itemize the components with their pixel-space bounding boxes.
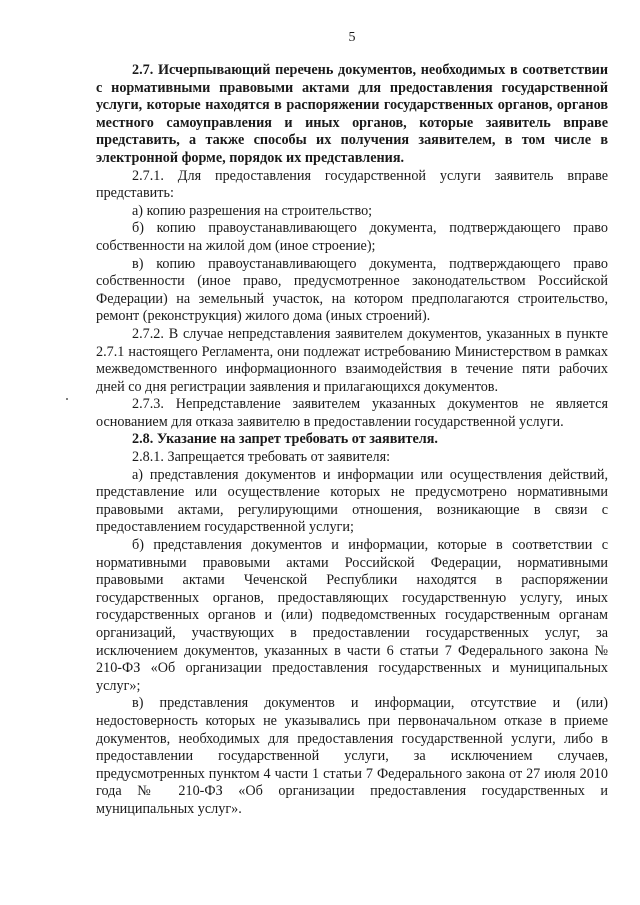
- list-item-b: б) копию правоустанавливающего документа, подтверждающего право собственности на жилой дом (иное строение);: [96, 220, 608, 254]
- document-page: [96, 0, 608, 905]
- paragraph-2-8-1: 2.8.1. Запрещается требовать от заявителя:: [132, 449, 391, 466]
- document-body: [96, 62, 608, 819]
- paragraph-2-7-2: 2.7.2. В случае непредставления заявителем документов, указанных в пункте 2.7.1 настоящего Регламента, они подлежат истребованию Министерством в рамках межведомственного информационного взаимодействия в течение пяти рабочих дней со дня регистрации заявления и прилагающихся документов.: [96, 325, 608, 395]
- list-item-a: а) копию разрешения на строительство;: [132, 202, 373, 219]
- paragraph-2-7-3: 2.7.3. Непредставление заявителем указанных документов не является основанием для отказа заявителю в предоставлении государственной услуги.: [96, 396, 608, 430]
- list-item-v: в) копию правоустанавливающего документа, подтверждающего право собственности (иное право, предусмотренное законодательством Российской Федерации) на земельный участок, на котором предполагаются строительство, ремонт (реконструкция) жилого дома (иных строений).: [96, 255, 608, 325]
- prohibition-item-a: а) представления документов и информации или осуществления действий, представление или осуществление которых не предусмотрено нормативными правовыми актами, регулирующими отношения, возникающие в связи с предоставлением государственной услуги;: [96, 466, 608, 536]
- section-heading-2-7: 2.7. Исчерпывающий перечень документов, необходимых в соответствии с нормативными правовыми актами для предоставления государственной услуги, которые находятся в распоряжении государственных органов, органов местного самоуправления и иных органов, которые заявитель вправе представить, а также способы их получения заявителем, в том числе в электронной форме, порядок их представления.: [96, 62, 608, 166]
- prohibition-item-v: в) представления документов и информации, отсутствие и (или) недостоверность которых не указывались при первоначальном отказе в приеме документов, необходимых для предоставления государственной услуги, либо в предоставлении государственной услуги, за исключением случаев, предусмотренных пунктом 4 части 1 статьи 7 Федерального закона от 27 июля 2010 года № 210-ФЗ «Об организации предоставления государственных и муниципальных услуг».: [96, 695, 608, 817]
- scan-margin-mark: [66, 398, 68, 400]
- page-number: 5: [348, 30, 356, 45]
- section-heading-2-8: 2.8. Указание на запрет требовать от заявителя.: [132, 431, 438, 448]
- prohibition-item-b: б) представления документов и информации, которые в соответствии с нормативными правовыми актами Российской Федерации, нормативными правовыми актами Чеченской Республики находятся в распоряжении государственных органов, предоставляющих государственную услугу, иных государственных органов и (или) подведомственных государственным органам организаций, участвующих в предоставлении государственных услуг, за исключением документов, указанных в части 6 статьи 7 Федерального закона № 210-ФЗ «Об организации предоставления государственных и муниципальных услуг»;: [96, 537, 608, 694]
- paragraph-2-7-1: 2.7.1. Для предоставления государственной услуги заявитель вправе представить:: [96, 167, 608, 202]
